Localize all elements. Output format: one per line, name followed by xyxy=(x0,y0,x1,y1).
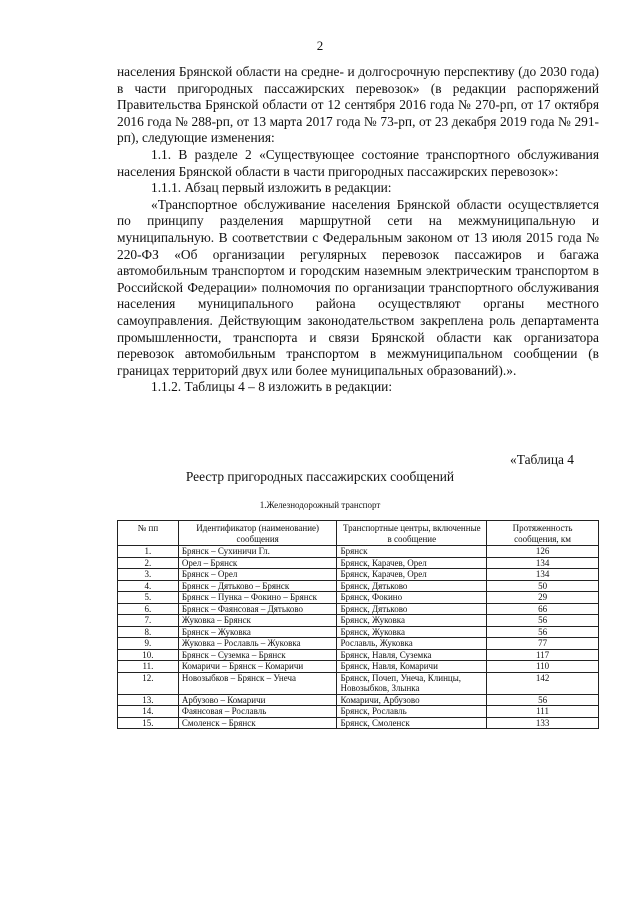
table-row xyxy=(118,557,599,569)
row-length: 56 xyxy=(487,615,599,627)
table-row xyxy=(118,706,599,718)
table-number-label: «Таблица 4 xyxy=(510,452,574,467)
paragraph-1-1-2: 1.1.2. Таблицы 4 – 8 изложить в редакции: xyxy=(151,379,393,395)
paragraph-section-2: 1.1. В разделе 2 «Существующее состояние транспортного обслуживания населения Брянской области в части пригородных пассажирских перевозок»: xyxy=(117,146,599,179)
row-length: 111 xyxy=(487,706,599,718)
row-length: 29 xyxy=(487,592,599,604)
row-length: 142 xyxy=(487,672,599,694)
table-header-row xyxy=(118,521,599,546)
row-length: 110 xyxy=(487,661,599,673)
table-row xyxy=(118,717,599,729)
row-id: Брянск – Суземка – Брянск xyxy=(178,649,337,661)
row-centers: Брянск, Фокино xyxy=(337,592,487,604)
paragraph-transport-service: «Транспортное обслуживание населения Брянской области осуществляется по принципу разделения маршрутной сети на межмуниципальную и муниципальную. В соответствии с Федеральным законом от 13 июля 2015 года № 220-ФЗ «Об организации регулярных перевозок пассажиров и багажа автомобильным транспортом и городским наземным электрическим транспортом в Российской Федерации» полномочия по организации транспортного обслуживания населения муниципального района осуществляют органы местного самоуправления. Действующим законодательством закреплена роль департамента промышленности, транспорта и связи Брянской области как организатора перевозок автомобильным транспортом в межмуниципальном сообщении (в границах территорий двух или более муниципальных образований).». xyxy=(117,196,599,378)
row-centers: Брянск, Карачев, Орел xyxy=(337,569,487,581)
page-number: 2 xyxy=(316,38,324,53)
row-id: Арбузово – Комаричи xyxy=(178,694,337,706)
row-num: 1. xyxy=(118,546,179,558)
document-body xyxy=(117,64,599,396)
row-num: 3. xyxy=(118,569,179,581)
table-row xyxy=(118,672,599,694)
row-centers: Брянск, Навля, Комаричи xyxy=(337,661,487,673)
row-id: Смоленск – Брянск xyxy=(178,717,337,729)
row-centers: Брянск, Смоленск xyxy=(337,717,487,729)
row-num: 12. xyxy=(118,672,179,694)
header-length: Протяженность сообщения, км xyxy=(487,521,599,546)
row-centers: Комаричи, Арбузово xyxy=(337,694,487,706)
row-length: 50 xyxy=(487,580,599,592)
table-row xyxy=(118,592,599,604)
row-centers: Брянск, Карачев, Орел xyxy=(337,557,487,569)
row-id: Брянск – Орел xyxy=(178,569,337,581)
row-id: Брянск – Дятьково – Брянск xyxy=(178,580,337,592)
row-length: 66 xyxy=(487,603,599,615)
row-centers: Брянск, Дятьково xyxy=(337,603,487,615)
row-id: Брянск – Пунка – Фокино – Брянск xyxy=(178,592,337,604)
row-length: 56 xyxy=(487,626,599,638)
row-centers: Брянск, Жуковка xyxy=(337,626,487,638)
row-centers: Брянск, Навля, Суземка xyxy=(337,649,487,661)
header-id: Идентификатор (наименование) сообщения xyxy=(178,521,337,546)
row-num: 4. xyxy=(118,580,179,592)
row-length: 77 xyxy=(487,638,599,650)
header-num: № пп xyxy=(118,521,179,546)
registry-table xyxy=(117,520,599,729)
table-row xyxy=(118,603,599,615)
row-length: 134 xyxy=(487,569,599,581)
row-num: 7. xyxy=(118,615,179,627)
row-id: Фаянсовая – Рославль xyxy=(178,706,337,718)
row-num: 9. xyxy=(118,638,179,650)
row-num: 2. xyxy=(118,557,179,569)
row-id: Жуковка – Брянск xyxy=(178,615,337,627)
row-centers: Брянск, Дятьково xyxy=(337,580,487,592)
row-id: Жуковка – Рославль – Жуковка xyxy=(178,638,337,650)
row-id: Новозыбков – Брянск – Унеча xyxy=(178,672,337,694)
row-num: 13. xyxy=(118,694,179,706)
row-id: Брянск – Жуковка xyxy=(178,626,337,638)
row-length: 126 xyxy=(487,546,599,558)
header-centers: Транспортные центры, включенные в сообщение xyxy=(337,521,487,546)
row-num: 5. xyxy=(118,592,179,604)
table-row xyxy=(118,649,599,661)
table-row xyxy=(118,569,599,581)
row-centers: Брянск xyxy=(337,546,487,558)
row-id: Брянск – Фаянсовая – Дятьково xyxy=(178,603,337,615)
paragraph-intro: населения Брянской области на средне- и долгосрочную перспективу (до 2030 года) в части пригородных пассажирских перевозок» (в редакции распоряжений Правительства Брянской области от 12 сентября 2016 года № 270-рп, от 17 октября 2016 года № 288-рп, от 13 марта 2017 года № 73-рп, от 23 декабря 2019 года № 291-рп), следующие изменения: xyxy=(117,64,599,146)
row-id: Орел – Брянск xyxy=(178,557,337,569)
table-row xyxy=(118,615,599,627)
paragraph-1-1-1: 1.1.1. Абзац первый изложить в редакции: xyxy=(151,180,392,196)
table-row xyxy=(118,546,599,558)
table-row xyxy=(118,580,599,592)
row-num: 8. xyxy=(118,626,179,638)
row-centers: Рославль, Жуковка xyxy=(337,638,487,650)
row-centers: Брянск, Рославль xyxy=(337,706,487,718)
row-id: Брянск – Сухиничи Гл. xyxy=(178,546,337,558)
table-row xyxy=(118,638,599,650)
row-num: 14. xyxy=(118,706,179,718)
row-num: 10. xyxy=(118,649,179,661)
row-length: 133 xyxy=(487,717,599,729)
table-row xyxy=(118,661,599,673)
row-id: Комаричи – Брянск – Комаричи xyxy=(178,661,337,673)
table-section-title: 1.Железнодорожный транспорт xyxy=(259,500,381,510)
row-length: 56 xyxy=(487,694,599,706)
table-title: Реестр пригородных пассажирских сообщений xyxy=(185,469,455,484)
row-length: 134 xyxy=(487,557,599,569)
row-num: 6. xyxy=(118,603,179,615)
row-num: 15. xyxy=(118,717,179,729)
row-num: 11. xyxy=(118,661,179,673)
table-row xyxy=(118,626,599,638)
row-length: 117 xyxy=(487,649,599,661)
row-centers: Брянск, Почеп, Унеча, Клинцы, Новозыбков, Злынка xyxy=(337,672,487,694)
table-row xyxy=(118,694,599,706)
row-centers: Брянск, Жуковка xyxy=(337,615,487,627)
